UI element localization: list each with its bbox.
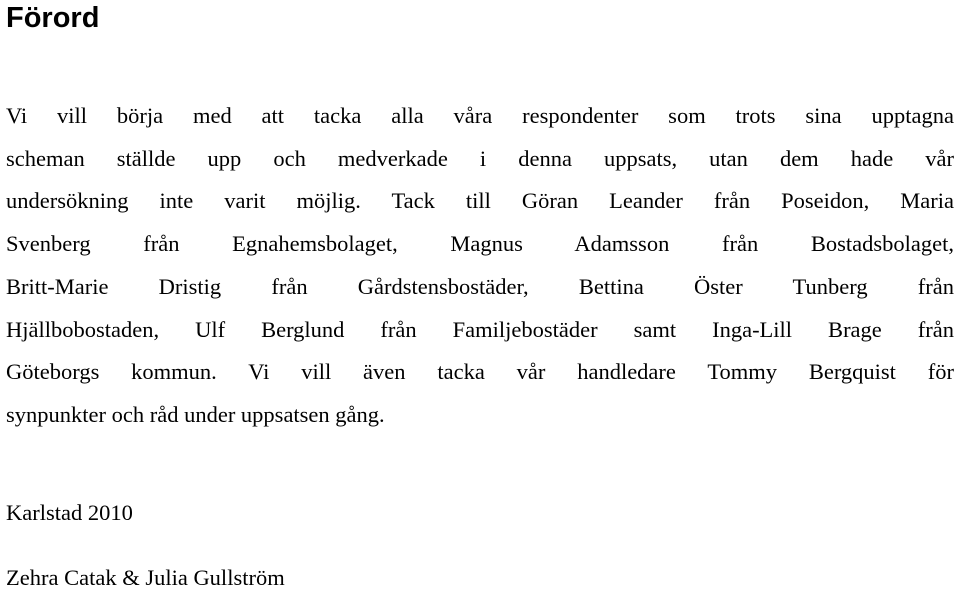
paragraph-line: Svenberg från Egnahemsbolaget, Magnus Adamsson från Bostadsbolaget,	[6, 231, 954, 257]
paragraph-line: Göteborgs kommun. Vi vill även tacka vår handledare Tommy Bergquist för	[6, 359, 954, 385]
acknowledgement-paragraph	[6, 95, 954, 437]
paragraph-line: Vi vill börja med att tacka alla våra respondenter som trots sina upptagna	[6, 103, 954, 128]
paragraph-line: synpunkter och råd under uppsatsen gång.	[6, 401, 385, 427]
paragraph-line: scheman ställde upp och medverkade i denna uppsats, utan dem hade vår	[6, 145, 954, 171]
paragraph-line: Hjällbobostaden, Ulf Berglund från Familjebostäder samt Inga-Lill Brage från	[6, 316, 954, 342]
page-title: Förord	[6, 2, 100, 34]
paragraph-line: Britt-Marie Dristig från Gårdstensbostäder, Bettina Öster Tunberg från	[6, 273, 954, 299]
paragraph-line: undersökning inte varit möjlig. Tack till Göran Leander från Poseidon, Maria	[6, 188, 954, 214]
place-and-date: Karlstad 2010	[6, 500, 133, 525]
author-names: Zehra Catak & Julia Gullström	[6, 565, 285, 590]
